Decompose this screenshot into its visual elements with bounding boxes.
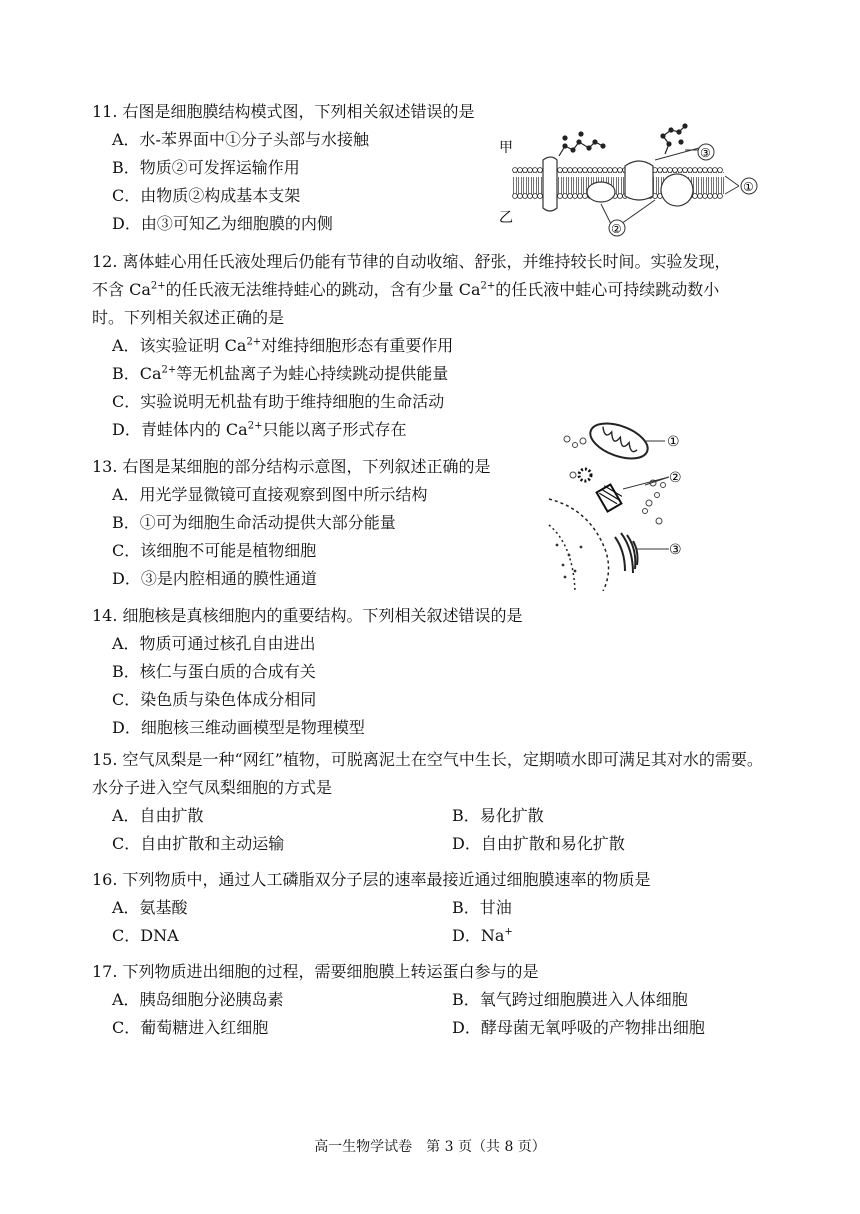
option-d: D．细胞核三维动画模型是物理模型 bbox=[112, 718, 365, 737]
option-c: C．该细胞不可能是植物细胞 bbox=[112, 541, 317, 560]
option-d: D．青蛙体内的 $Ca^{2+}$只能以离子形式存在 bbox=[112, 420, 407, 439]
options-row-2 bbox=[92, 830, 772, 858]
option-b: B．$Ca^{2+}$等无机盐离子为蛙心持续跳动提供能量 bbox=[112, 364, 449, 383]
phospholipid-head bbox=[713, 168, 718, 173]
phospholipid-head bbox=[523, 168, 528, 173]
phospholipid-head bbox=[703, 194, 708, 199]
option-c: C．染色质与染色体成分相同 bbox=[112, 690, 317, 709]
phospholipid-head bbox=[698, 168, 703, 173]
question-17 bbox=[92, 958, 772, 1042]
phospholipid-head bbox=[613, 168, 618, 173]
option-d: D．自由扩散和易化扩散 bbox=[452, 834, 625, 853]
phospholipid-head bbox=[708, 168, 713, 173]
option-c: C．实验说明无机盐有助于维持细胞的生命活动 bbox=[112, 392, 445, 411]
option-b: B．核仁与蛋白质的合成有关 bbox=[112, 662, 316, 681]
question-stem-line-1: 12. 离体蛙心用任氏液处理后仍能有节律的自动收缩、舒张，并维持较长时间。实验发现， bbox=[92, 252, 731, 271]
option-d: D．由③可知乙为细胞膜的内侧 bbox=[112, 214, 333, 233]
centrioles bbox=[579, 469, 624, 512]
question-stem: 16. 下列物质中，通过人工磷脂双分子层的速率最接近通过细胞膜速率的物质是 bbox=[92, 870, 651, 889]
question-stem-line-2: 不含 $Ca^{2+}$的任氏液无法维持蛙心的跳动，含有少量 $Ca^{2+}$的任氏液中蛙心可持续跳动数小 bbox=[92, 280, 720, 299]
phospholipid-head bbox=[718, 194, 723, 199]
phospholipid-head bbox=[588, 168, 593, 173]
option-b: B．物质②可发挥运输作用 bbox=[112, 158, 300, 177]
question-stem: 14. 细胞核是真核细胞内的重要结构。下列相关叙述错误的是 bbox=[92, 606, 523, 625]
phospholipid-head bbox=[558, 168, 563, 173]
marker-2: ② bbox=[669, 470, 682, 486]
option-b: B．①可为细胞生命活动提供大部分能量 bbox=[112, 513, 396, 532]
phospholipid-head bbox=[608, 168, 613, 173]
question-stem: 11. 右图是细胞膜结构模式图，下列相关叙述错误的是 bbox=[92, 102, 475, 121]
phospholipid-head bbox=[518, 168, 523, 173]
label-yi: 乙 bbox=[499, 210, 513, 226]
phospholipid-head bbox=[603, 168, 608, 173]
phospholipid-head bbox=[528, 194, 533, 199]
phospholipid-head bbox=[563, 168, 568, 173]
phospholipid-head bbox=[668, 168, 673, 173]
marker-3: ③ bbox=[669, 542, 682, 558]
marker-1: ① bbox=[667, 434, 680, 450]
option-a: A．水-苯界面中①分子头部与水接触 bbox=[112, 130, 369, 149]
phospholipid-head bbox=[678, 168, 683, 173]
phospholipid-head bbox=[523, 194, 528, 199]
phospholipid-head bbox=[713, 194, 718, 199]
question-14 bbox=[92, 602, 772, 742]
label-jia: 甲 bbox=[499, 140, 513, 156]
phospholipid-head bbox=[518, 194, 523, 199]
cell-structure-figure bbox=[545, 415, 695, 591]
marker-1: ① bbox=[743, 180, 754, 194]
page-footer: 高一生物学试卷 第 3 页（共 8 页） bbox=[314, 1139, 546, 1155]
option-c: C．DNA bbox=[112, 926, 179, 945]
question-stem: 17. 下列物质进出细胞的过程，需要细胞膜上转运蛋白参与的是 bbox=[92, 962, 539, 981]
phospholipid-head bbox=[538, 168, 543, 173]
options-row-2 bbox=[92, 1014, 772, 1042]
phospholipid-head bbox=[578, 168, 583, 173]
phospholipid-head bbox=[528, 168, 533, 173]
option-a: A．氨基酸 bbox=[112, 898, 188, 917]
phospholipid-head bbox=[578, 194, 583, 199]
option-a: A．物质可通过核孔自由进出 bbox=[112, 634, 316, 653]
phospholipid-head bbox=[703, 168, 708, 173]
phospholipid-head bbox=[573, 168, 578, 173]
option-b: B．易化扩散 bbox=[452, 806, 544, 825]
phospholipid-head bbox=[563, 194, 568, 199]
glycocalyx-chains bbox=[559, 124, 687, 156]
phospholipid-head bbox=[513, 194, 518, 199]
question-stem-line-3: 时。下列相关叙述正确的是 bbox=[92, 308, 285, 327]
golgi-apparatus bbox=[615, 533, 638, 573]
phospholipid-head bbox=[598, 168, 603, 173]
phospholipid-head bbox=[533, 194, 538, 199]
option-a: A．该实验证明 $Ca^{2+}$对维持细胞形态有重要作用 bbox=[112, 336, 454, 355]
phospholipid-head bbox=[708, 194, 713, 199]
marker-3: ③ bbox=[700, 146, 711, 160]
phospholipid-head bbox=[688, 168, 693, 173]
mitochondrion bbox=[586, 417, 653, 466]
phospholipid-head bbox=[693, 168, 698, 173]
phospholipid-head bbox=[533, 168, 538, 173]
options-row-1 bbox=[92, 894, 772, 922]
option-a: A．胰岛细胞分泌胰岛素 bbox=[112, 990, 284, 1009]
phospholipid-head bbox=[683, 168, 688, 173]
option-a: A．自由扩散 bbox=[112, 806, 204, 825]
options-row-2 bbox=[92, 922, 772, 950]
phospholipid-head bbox=[583, 168, 588, 173]
phospholipid-head bbox=[568, 194, 573, 199]
question-16 bbox=[92, 866, 772, 950]
phospholipid-head bbox=[568, 168, 573, 173]
option-b: B．氧气跨过细胞膜进入人体细胞 bbox=[452, 990, 688, 1009]
er-dots bbox=[556, 544, 583, 579]
phospholipid-head bbox=[718, 168, 723, 173]
phospholipid-head bbox=[618, 168, 623, 173]
phospholipid-head bbox=[618, 194, 623, 199]
phospholipid-head bbox=[663, 168, 668, 173]
phospholipid-head bbox=[583, 194, 588, 199]
figure-markers bbox=[667, 434, 682, 558]
option-c: C．自由扩散和主动运输 bbox=[112, 834, 285, 853]
phospholipid-head bbox=[513, 168, 518, 173]
phospholipid-head bbox=[673, 168, 678, 173]
phospholipid-head bbox=[538, 194, 543, 199]
option-d: D．③是内腔相通的膜性通道 bbox=[112, 569, 317, 588]
option-c: C．葡萄糖进入红细胞 bbox=[112, 1018, 269, 1037]
option-c: C．由物质②构成基本支架 bbox=[112, 186, 301, 205]
phospholipid-head bbox=[658, 168, 663, 173]
phospholipid-head bbox=[558, 194, 563, 199]
phospholipid-head bbox=[693, 194, 698, 199]
phospholipid-head bbox=[593, 168, 598, 173]
option-d: D．酵母菌无氧呼吸的产物排出细胞 bbox=[452, 1018, 705, 1037]
question-15 bbox=[92, 746, 772, 858]
membrane-structure-figure bbox=[495, 120, 775, 238]
marker-2: ② bbox=[611, 222, 622, 236]
option-b: B．甘油 bbox=[452, 898, 512, 917]
option-a: A．用光学显微镜可直接观察到图中所示结构 bbox=[112, 485, 428, 504]
options-row-1 bbox=[92, 802, 772, 830]
phospholipid-head bbox=[698, 194, 703, 199]
options-row-1 bbox=[92, 986, 772, 1014]
phospholipid-head bbox=[573, 194, 578, 199]
question-stem: 13. 右图是某细胞的部分结构示意图，下列叙述正确的是 bbox=[92, 457, 491, 476]
option-d: D．Na+ bbox=[452, 926, 513, 945]
question-stem: 15. 空气凤梨是一种“网红”植物，可脱离泥土在空气中生长，定期喷水即可满足其对水的需要。水分子进入空气凤梨细胞的方式是 bbox=[92, 750, 763, 797]
